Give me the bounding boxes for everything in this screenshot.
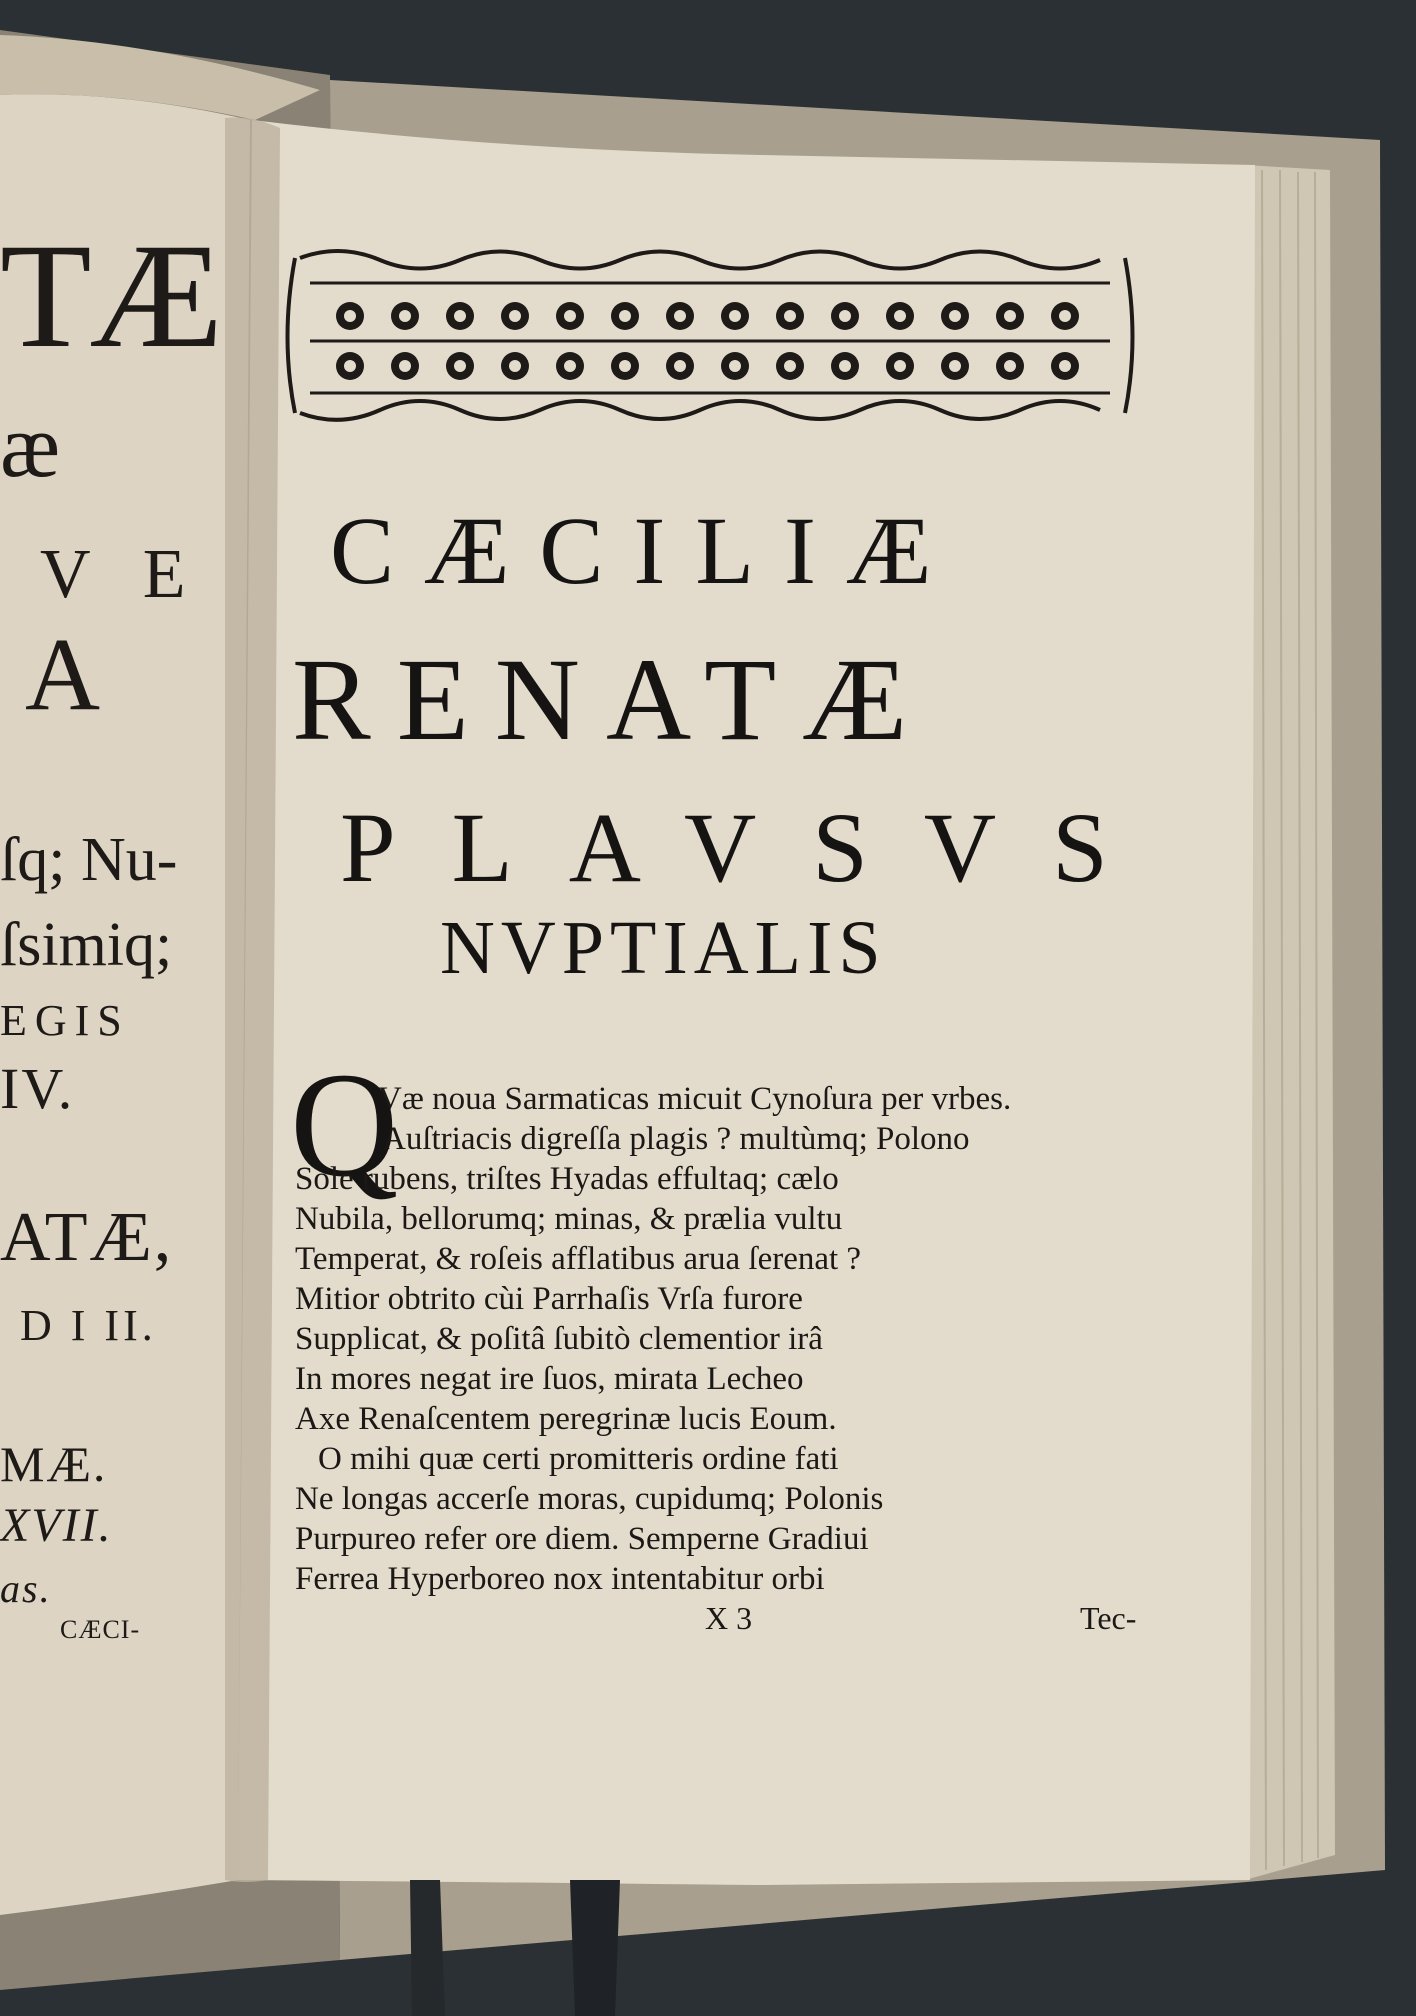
verse-line: Auſtriacis digreſſa plagis ? multùmq; Polono xyxy=(382,1121,970,1157)
verse-line: In mores negat ire ſuos, mirata Lecheo xyxy=(295,1361,804,1397)
left-page-line: ATÆ, xyxy=(0,1199,174,1276)
left-page-line: ſq; Nu- xyxy=(0,826,178,894)
title-line-3: PLAVSVS xyxy=(340,792,1164,903)
left-page-line: as. xyxy=(0,1566,52,1611)
verse-line: Mitior obtrito cùi Parrhaſis Vrſa furore xyxy=(295,1281,803,1317)
drop-cap: Q xyxy=(290,1042,399,1208)
title-line-1: CÆCILIÆ xyxy=(330,497,962,604)
catchword: Tec- xyxy=(1080,1600,1137,1636)
verse-line: Purpureo refer ore diem. Semperne Gradiui xyxy=(295,1521,869,1557)
left-page-line: XVII. xyxy=(0,1499,113,1552)
verse-line: Sole rubens, triſtes Hyadas effultaq; cælo xyxy=(295,1161,839,1197)
left-page-line: D I II. xyxy=(20,1301,157,1350)
ornamental-headpiece xyxy=(280,238,1140,438)
verse-line: Axe Renaſcentem peregrinæ lucis Eoum. xyxy=(295,1401,837,1437)
left-page-line: MÆ. xyxy=(0,1436,108,1492)
verse-line: Ferrea Hyperboreo nox intentabitur orbi xyxy=(295,1561,825,1597)
left-page-line: TÆ xyxy=(0,213,221,379)
title-line-2: RENATÆ xyxy=(292,634,934,765)
left-page-line: ſsimiq; xyxy=(0,911,173,979)
left-page-line: CÆCI- xyxy=(60,1615,141,1644)
verse-line: O mihi quæ certi promitteris ordine fati xyxy=(318,1441,839,1477)
verse-line: Ne longas accerſe moras, cupidumq; Polonis xyxy=(295,1481,884,1517)
signature-mark: X 3 xyxy=(705,1600,753,1636)
verse-line: Nubila, bellorumq; minas, & prælia vultu xyxy=(295,1201,843,1237)
left-page-line: EGIS xyxy=(0,996,130,1045)
left-page-line: æ xyxy=(0,397,63,496)
verse-line: Væ noua Sarmaticas micuit Cynoſura per vrbes. xyxy=(378,1081,1012,1117)
verse-line: Supplicat, & poſitâ ſubitò clementior irâ xyxy=(295,1321,823,1357)
title-line-4: NVPTIALIS xyxy=(440,906,887,990)
left-page-line: V E xyxy=(40,536,204,613)
left-page-line: A xyxy=(25,617,103,732)
verse-line: Temperat, & roſeis afflatibus arua ſerenat ? xyxy=(295,1241,862,1277)
left-page-line: IV. xyxy=(0,1056,75,1121)
